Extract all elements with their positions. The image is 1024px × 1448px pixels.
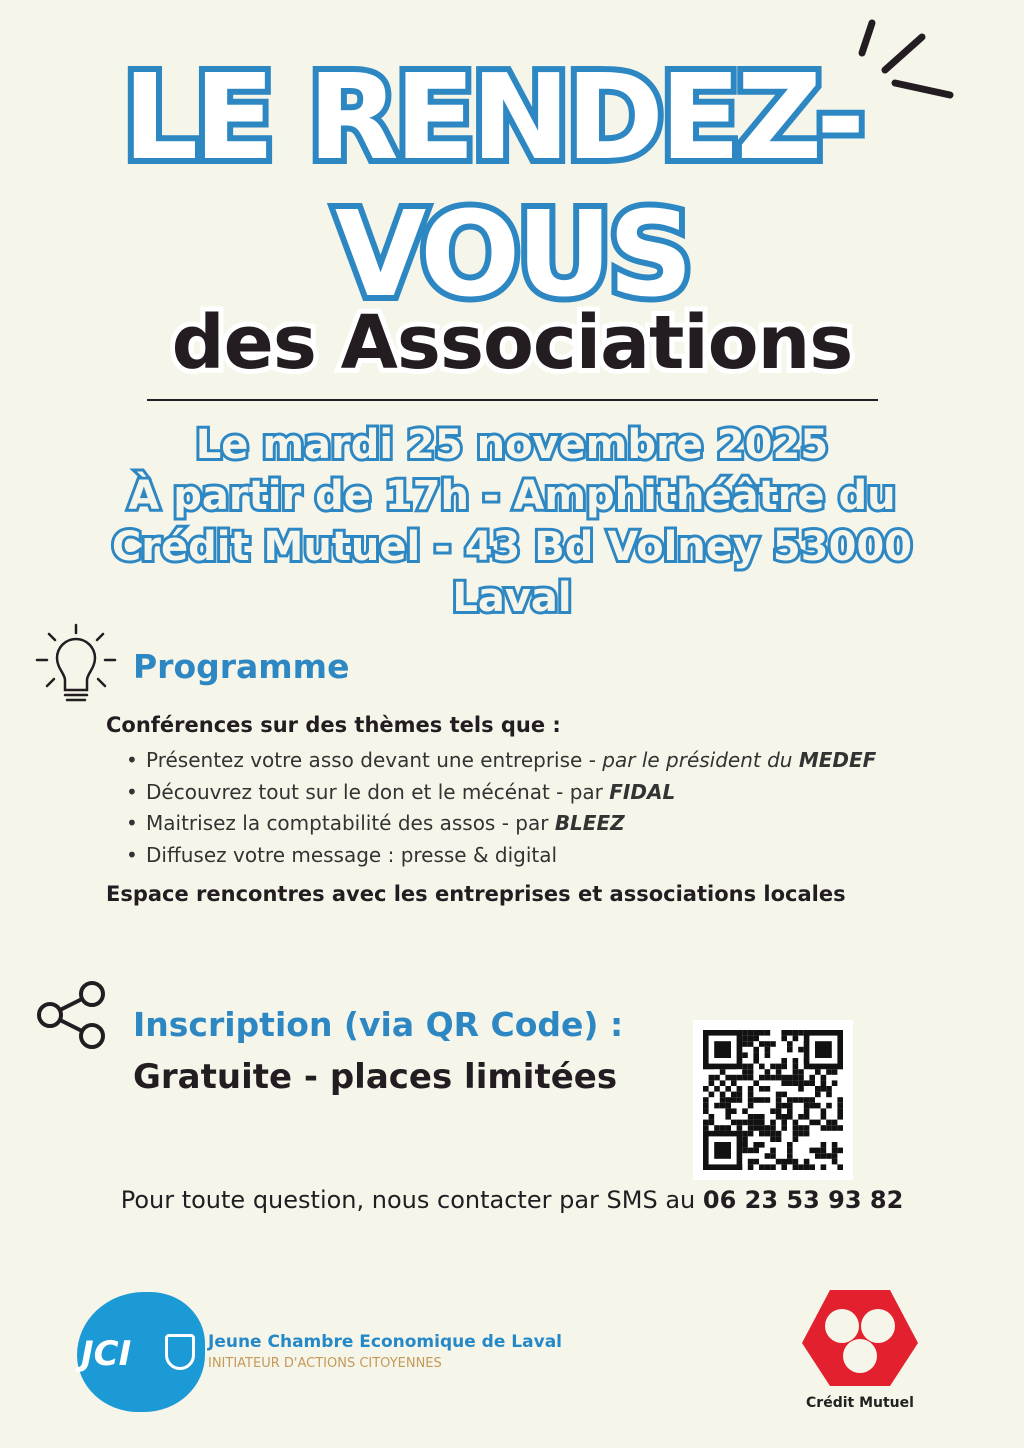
programme-intro: Conférences sur des thèmes tels que : — [106, 713, 561, 737]
credit-mutuel-logo-icon — [800, 1288, 920, 1388]
list-item: • Diffusez votre message : presse & digital — [108, 840, 876, 872]
list-item: • Découvrez tout sur le don et le mécénat - par FIDAL — [108, 777, 876, 809]
list-item: • Présentez votre asso devant une entreprise - par le président du MEDEF — [108, 745, 876, 777]
title-line-1: LE RENDEZ- — [122, 48, 862, 186]
credit-mutuel-name: Crédit Mutuel — [806, 1395, 914, 1411]
programme-outro: Espace rencontres avec les entreprises et associations locales — [106, 882, 846, 906]
event-place-2: Crédit Mutuel - 43 Bd Volney 53000 — [111, 524, 913, 570]
event-place-3: Laval — [452, 575, 572, 621]
share-icon — [35, 980, 107, 1052]
lightbulb-icon — [35, 622, 117, 707]
jci-tagline: INITIATEUR D'ACTIONS CITOYENNES — [208, 1356, 442, 1371]
inscription-heading: Inscription (via QR Code) : — [133, 1005, 624, 1044]
conference-list — [108, 745, 876, 871]
qr-code[interactable] — [693, 1020, 853, 1180]
programme-heading: Programme — [133, 647, 350, 686]
jci-logo — [77, 1292, 205, 1412]
jci-logo-text: JCI — [81, 1334, 132, 1374]
list-item: • Maitrisez la comptabilité des assos - par BLEEZ — [108, 808, 876, 840]
phone-number: 06 23 53 93 82 — [702, 1186, 904, 1214]
jci-shield-icon — [165, 1334, 195, 1370]
event-date: Le mardi 25 novembre 2025 — [195, 422, 829, 468]
divider — [147, 399, 878, 401]
jci-name: Jeune Chambre Economique de Laval — [208, 1332, 562, 1352]
event-place-1: À partir de 17h - Amphithéâtre du — [128, 473, 896, 519]
subtitle: des Associations — [171, 300, 853, 386]
title-line-2: VOUS — [334, 185, 690, 323]
event-details — [0, 420, 1024, 624]
inscription-sub: Gratuite - places limitées — [133, 1057, 618, 1097]
contact-line: Pour toute question, nous contacter par SMS au 06 23 53 93 82 — [120, 1186, 904, 1214]
